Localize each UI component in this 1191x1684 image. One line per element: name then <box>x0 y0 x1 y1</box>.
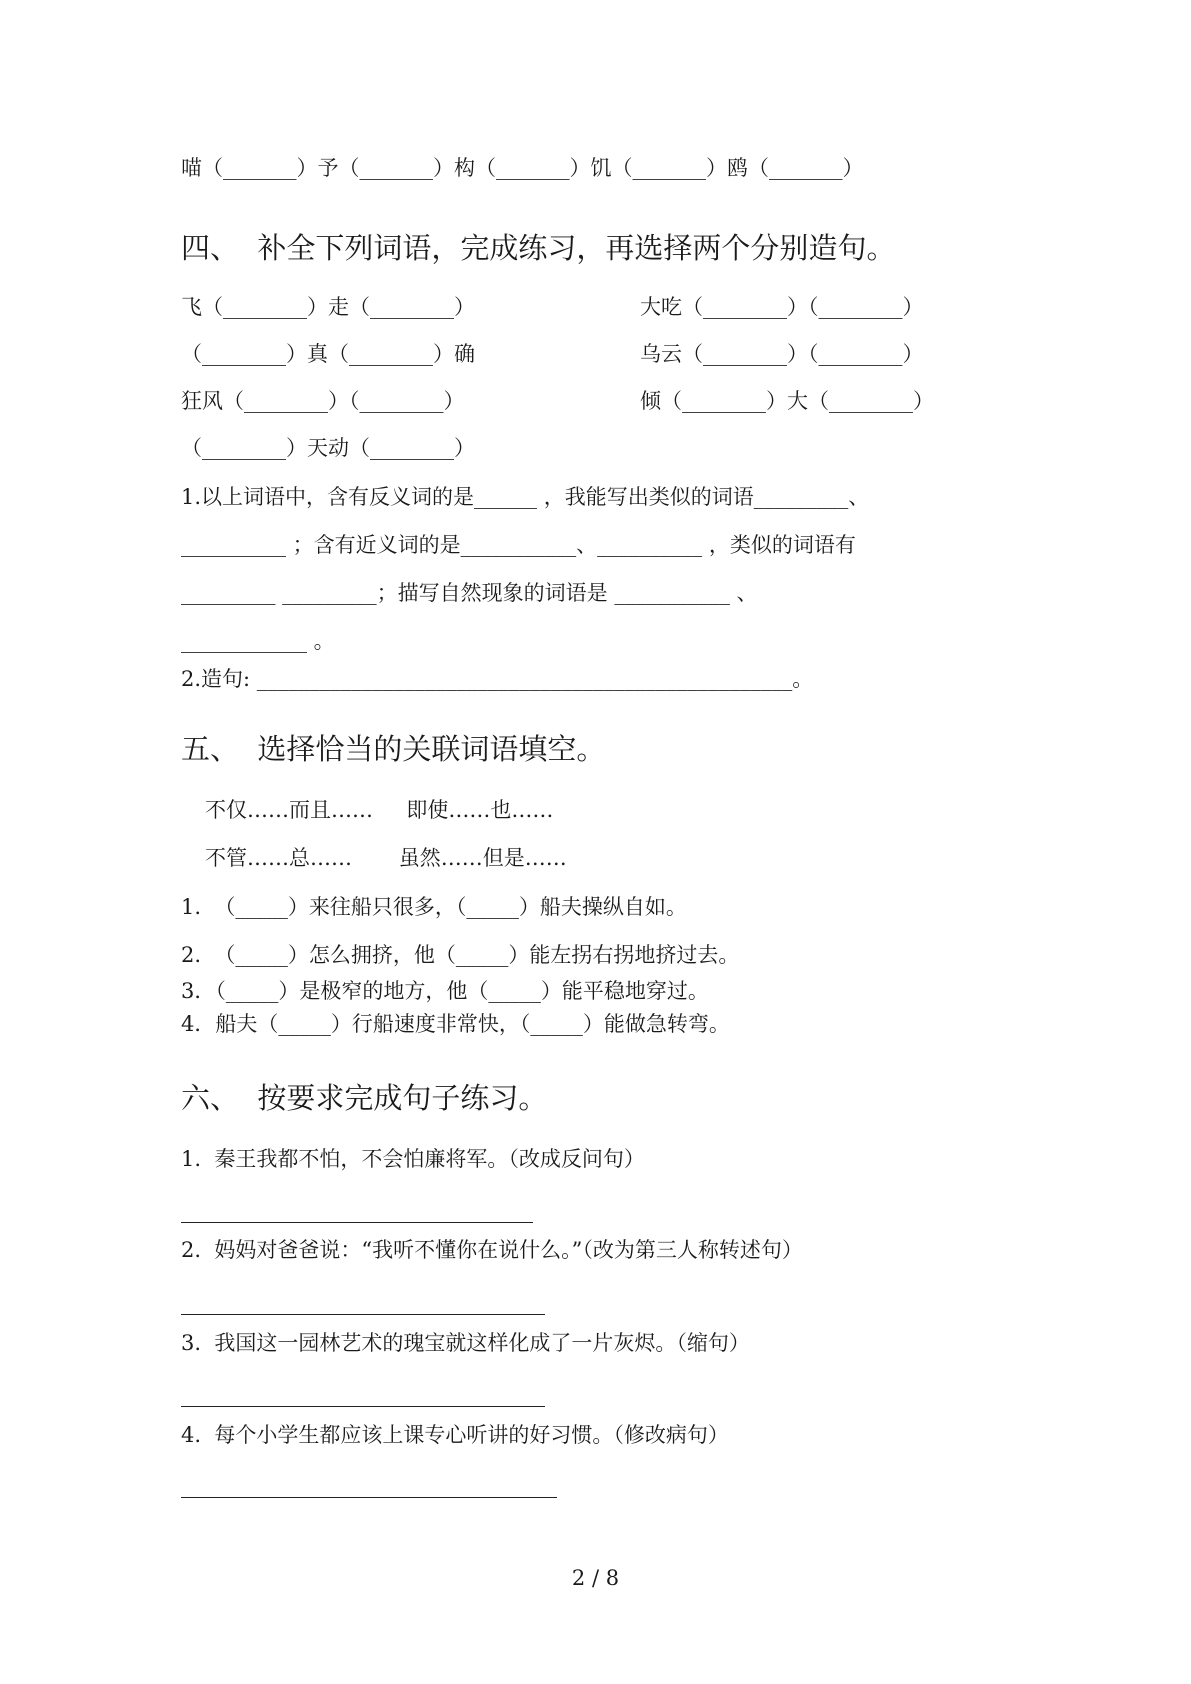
conjunction-item-2: 2. （_____）怎么拥挤，他（_____）能左拐右拐地挤过去。 <box>181 943 740 967</box>
question-1-line-2: __________ ；含有近义词的是___________、__________ ，类似的词语有 <box>181 533 856 557</box>
word-fill-right-1: 大吃（________）（________） <box>640 295 924 319</box>
conjunction-item-3: 3．（_____）是极窄的地方，他（_____）能平稳地穿过。 <box>181 979 709 1003</box>
question-1-line-3: _________ _________；描写自然现象的词语是 ___________ 、 <box>181 581 758 605</box>
answer-line-2[interactable] <box>181 1314 545 1315</box>
word-fill-right-3: 倾（________）大（________） <box>640 389 934 413</box>
character-row: 喵（_______）予（_______）构（_______）饥（_______）鸥（_______） <box>181 156 864 180</box>
question-1-line-1: 1.以上词语中，含有反义词的是______ ，我能写出类似的词语_________、 <box>181 485 870 509</box>
sentence-item-2: 2. 妈妈对爸爸说：“我听不懂你在说什么。”（改为第三人称转述句） <box>181 1238 803 1262</box>
conjunction-options-row-2: 不管……总…… 虽然……但是…… <box>205 846 567 870</box>
conjunction-options-row-1: 不仅……而且…… 即使……也…… <box>205 798 554 822</box>
word-fill-right-2: 乌云（________）（________） <box>640 342 924 366</box>
word-fill-left-2: （________）真（________）确 <box>181 342 475 366</box>
word-fill-left-4: （________）天动（________） <box>181 436 475 460</box>
question-1-line-4: ____________ 。 <box>181 629 335 653</box>
answer-line-1[interactable] <box>181 1222 533 1223</box>
answer-line-3[interactable] <box>181 1406 545 1407</box>
section-4-heading: 四、 补全下列词语，完成练习，再选择两个分别造句。 <box>181 231 896 265</box>
section-6-heading: 六、 按要求完成句子练习。 <box>181 1081 548 1115</box>
section-5-heading: 五、 选择恰当的关联词语填空。 <box>181 732 606 766</box>
sentence-item-1: 1. 秦王我都不怕，不会怕廉将军。（改成反问句） <box>181 1147 645 1171</box>
answer-line-4[interactable] <box>181 1497 557 1498</box>
question-2-sentence: 2.造句: ___________________________________________________。 <box>181 667 814 691</box>
sentence-item-3: 3. 我国这一园林艺术的瑰宝就这样化成了一片灰烬。（缩句） <box>181 1331 750 1355</box>
sentence-item-4: 4. 每个小学生都应该上课专心听讲的好习惯。（修改病句） <box>181 1423 729 1447</box>
conjunction-item-4: 4．船夫（_____）行船速度非常快，（_____）能做急转弯。 <box>181 1012 730 1036</box>
word-fill-left-1: 飞（________）走（________） <box>181 295 475 319</box>
word-fill-left-3: 狂风（________）（________） <box>181 389 465 413</box>
page-number: 2 / 8 <box>571 1566 620 1590</box>
conjunction-item-1: 1. （_____）来往船只很多，（_____）船夫操纵自如。 <box>181 895 687 919</box>
